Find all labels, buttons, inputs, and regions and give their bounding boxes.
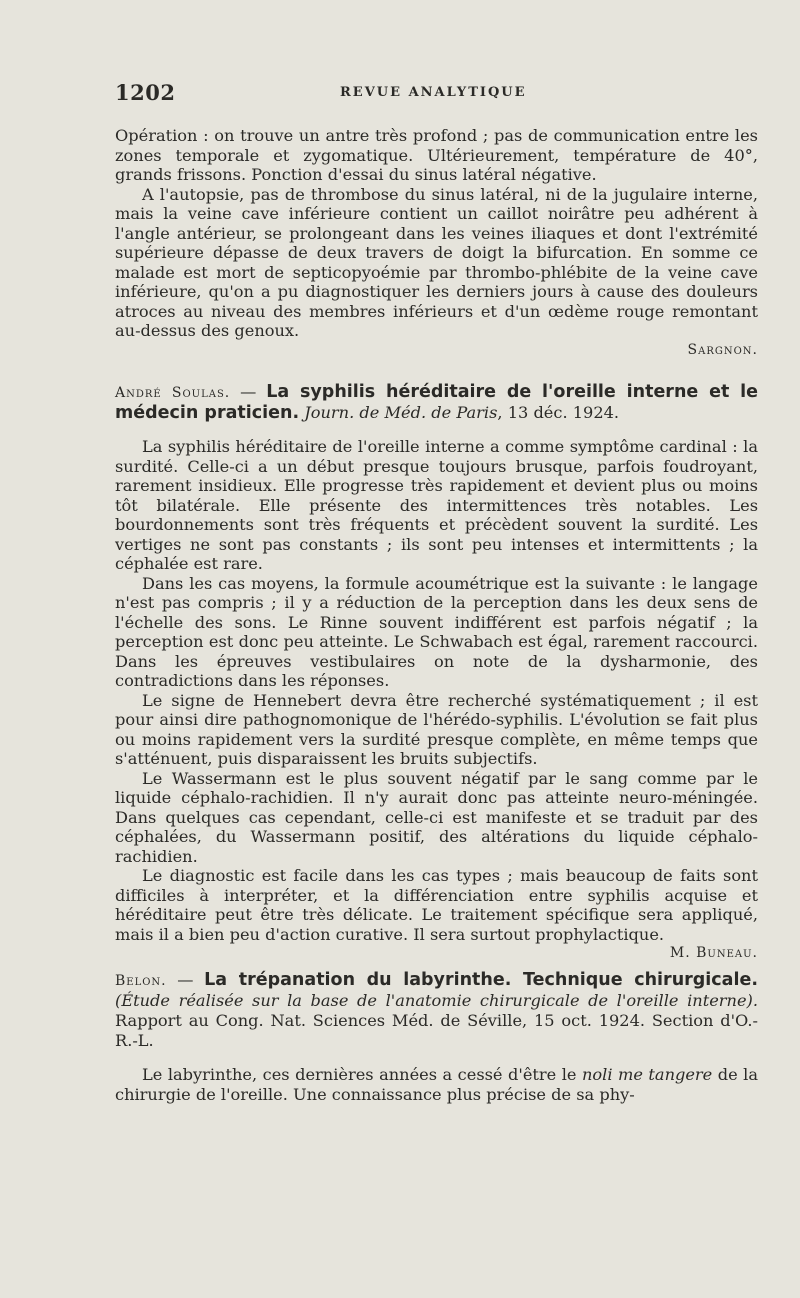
page-number: 1202 — [115, 80, 176, 105]
article3-subtitle: (Étude réalisée sur la base de l'anatomie chirurgicale de l'oreille interne). — [115, 991, 758, 1010]
article-soulas — [115, 382, 758, 961]
article3-heading — [115, 970, 758, 1051]
running-title: REVUE ANALYTIQUE — [340, 85, 527, 100]
article2-date: , 13 déc. 1924. — [497, 403, 620, 422]
article-sargnon — [115, 126, 758, 360]
article3-reference: Rapport au Cong. Nat. Sciences Méd. de Séville, 15 oct. 1924. Section d'O.-R.-L. — [115, 1011, 758, 1050]
article1-paragraph-1: Opération : on trouve un antre très profond ; pas de communication entre les zones temporale et zygomatique. Ultérieurement, température de 40°, grands frissons. Ponction d'essai du sinus latéral négative. — [115, 126, 758, 184]
spacer — [115, 423, 758, 437]
article2-signature: M. Buneau. — [669, 945, 758, 961]
page-header — [115, 80, 758, 120]
article2-title: La syphilis héréditaire de l'oreille interne et le médecin praticien. — [115, 382, 758, 423]
article-belon — [115, 970, 758, 1104]
article3-title: La trépanation du labyrinthe. Technique chirurgicale. — [204, 970, 759, 990]
article3-paragraph-1 — [115, 1065, 758, 1104]
article2-dash: — — [230, 382, 267, 401]
article1-signature: Sargnon. — [687, 341, 758, 358]
article2-journal: Journ. de Méd. de Paris — [304, 403, 498, 422]
article3-dash: — — [166, 970, 205, 989]
article3-paragraph-start: Le labyrinthe, ces dernières années a cessé d'être le — [142, 1065, 582, 1084]
spacer — [115, 1051, 758, 1065]
article2-paragraph-4: Le Wassermann est le plus souvent négatif par le sang comme par le liquide céphalo-rachidien. Il n'y aurait donc pas atteinte neuro-méningée. Dans quelques cas cependant, celle-ci est manifeste et se traduit par des céphalées, du Wassermann positif, des altérations du liquide céphalo-rachidien. — [115, 768, 758, 866]
article3-paragraph-italic: noli me tangere — [581, 1065, 713, 1084]
article1-paragraph-2: A l'autopsie, pas de thrombose du sinus latéral, ni de la jugulaire interne, mais la veine cave inférieure contient un caillot noirâtre peu adhérent à l'angle antérieur, se prolongeant dans les veines iliaques et dont l'extrémité supérieure dépasse de deux travers de doigt la bifurcation. En somme ce malade est mort de septicopyoémie par thrombo-phlébite de la veine cave inférieure, qu'on a pu diagnostiquer les derniers jours à cause des douleurs atroces au niveau des membres inférieurs et d'un œdème rouge remontant au-dessus des genoux. — [115, 184, 758, 340]
article3-paragraph-end: de la chirurgie de l'oreille. Une connaissance plus précise de sa phy- — [115, 1065, 759, 1104]
article2-paragraph-3: Le signe de Hennebert devra être recherché systématiquement ; il est pour ainsi dire pathognomonique de l'hérédo-syphilis. L'évolution se fait plus ou moins rapidement vers la surdité presque complète, en même temps que s'atténuent, puis disparaissent les bruits subjectifs. — [115, 690, 758, 768]
article2-last-paragraph-text: Le diagnostic est facile dans les cas types ; mais beaucoup de faits sont difficiles à interpréter, et la différenciation entre syphilis acquise et héréditaire peut être très délicate. Le traitement spécifique sera appliqué, mais il a bien peu d'action curative. Il sera surtout prophylactique. — [115, 866, 758, 944]
article2-paragraph-1: La syphilis héréditaire de l'oreille interne a comme symptôme cardinal : la surdité. Celle-ci a un début presque toujours brusque, parfois foudroyant, rarement insidieux. Elle progresse très rapidement et devient plus ou moins tôt bilatérale. Elle présente des intermittences très notables. Les bourdonnements sont très fréquents et précèdent souvent la surdité. Les vertiges ne sont pas constants ; ils sont peu intenses et intermittents ; la céphalée est rare. — [115, 437, 758, 573]
article2-paragraph-2: Dans les cas moyens, la formule acoumétrique est la suivante : le langage n'est pas compris ; il y a réduction de la perception dans les deux sens de l'échelle des sons. Le Rinne souvent indifférent est parfois négatif ; la perception est donc peu atteinte. Le Schwabach est égal, rarement raccourci. Dans les épreuves vestibulaires on note de la dysharmonie, des contradictions dans les réponses. — [115, 573, 758, 690]
article2-heading — [115, 382, 758, 423]
article3-author: Belon. — [115, 973, 167, 989]
article2-author: André Soulas. — [115, 385, 231, 401]
article2-paragraph-5 — [115, 866, 758, 961]
